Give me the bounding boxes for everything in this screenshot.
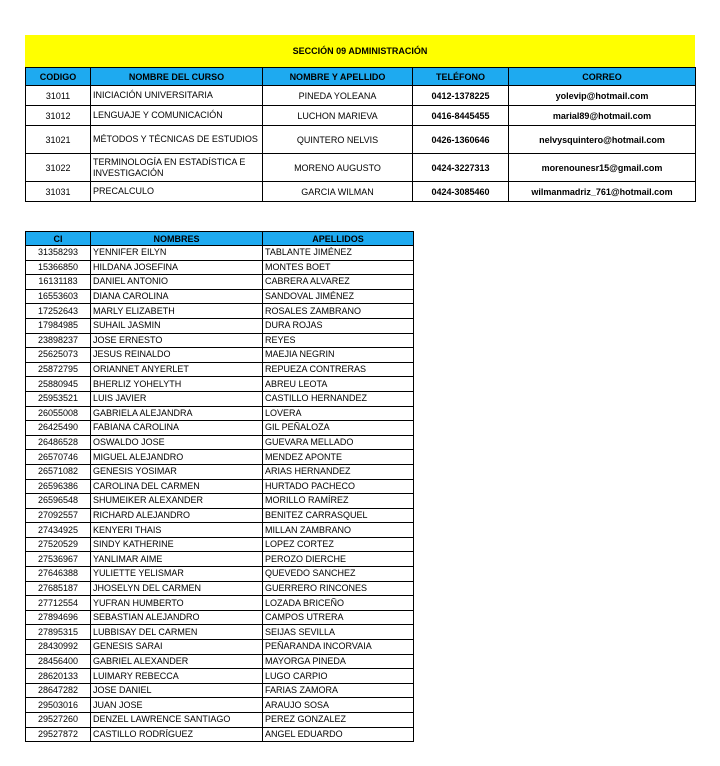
student-apellidos: PEROZO DIERCHE <box>263 552 414 567</box>
student-ci: 17252643 <box>26 304 91 319</box>
course-name: MÉTODOS Y TÉCNICAS DE ESTUDIOS <box>91 126 263 154</box>
course-row <box>26 126 696 154</box>
student-nombres: YULIETTE YELISMAR <box>91 567 263 582</box>
student-row <box>26 435 414 450</box>
teacher-name: LUCHON MARIEVA <box>263 106 413 126</box>
student-row <box>26 508 414 523</box>
student-row <box>26 537 414 552</box>
student-apellidos: MORILLO RAMÍREZ <box>263 494 414 509</box>
student-nombres: FABIANA CAROLINA <box>91 421 263 436</box>
student-ci: 29527872 <box>26 727 91 742</box>
header-correo: CORREO <box>509 68 696 86</box>
teacher-email: morenounesr15@gmail.com <box>509 154 696 182</box>
student-nombres: JOSE DANIEL <box>91 683 263 698</box>
student-row <box>26 669 414 684</box>
course-code: 31021 <box>26 126 91 154</box>
student-row <box>26 450 414 465</box>
student-row <box>26 494 414 509</box>
teacher-phone: 0412-1378225 <box>413 86 509 106</box>
student-ci: 23898237 <box>26 333 91 348</box>
student-apellidos: ANGEL EDUARDO <box>263 727 414 742</box>
student-row <box>26 377 414 392</box>
student-row <box>26 289 414 304</box>
teacher-name: GARCIA WILMAN <box>263 182 413 202</box>
student-ci: 26570746 <box>26 450 91 465</box>
student-row <box>26 698 414 713</box>
courses-table <box>25 67 696 202</box>
course-row <box>26 86 696 106</box>
student-nombres: RICHARD ALEJANDRO <box>91 508 263 523</box>
student-apellidos: LUGO CARPIO <box>263 669 414 684</box>
student-row <box>26 260 414 275</box>
students-header-row <box>26 232 414 246</box>
course-name: LENGUAJE Y COMUNICACIÓN <box>91 106 263 126</box>
teacher-email: marial89@hotmail.com <box>509 106 696 126</box>
student-nombres: GABRIEL ALEXANDER <box>91 654 263 669</box>
student-ci: 25880945 <box>26 377 91 392</box>
student-row <box>26 479 414 494</box>
student-ci: 26596386 <box>26 479 91 494</box>
teacher-name: QUINTERO NELVIS <box>263 126 413 154</box>
student-apellidos: MAYORGA PINEDA <box>263 654 414 669</box>
student-ci: 27092557 <box>26 508 91 523</box>
teacher-name: PINEDA YOLEANA <box>263 86 413 106</box>
student-ci: 16553603 <box>26 289 91 304</box>
student-row <box>26 421 414 436</box>
student-row <box>26 348 414 363</box>
student-nombres: YUFRAN HUMBERTO <box>91 596 263 611</box>
student-nombres: HILDANA JOSEFINA <box>91 260 263 275</box>
student-nombres: JUAN JOSE <box>91 698 263 713</box>
student-row <box>26 727 414 742</box>
student-row <box>26 523 414 538</box>
teacher-email: wilmanmadriz_761@hotmail.com <box>509 182 696 202</box>
student-nombres: SEBASTIAN ALEJANDRO <box>91 610 263 625</box>
student-row <box>26 683 414 698</box>
student-ci: 27536967 <box>26 552 91 567</box>
student-row <box>26 596 414 611</box>
student-nombres: CAROLINA DEL CARMEN <box>91 479 263 494</box>
student-nombres: MIGUEL ALEJANDRO <box>91 450 263 465</box>
student-apellidos: FARIAS ZAMORA <box>263 683 414 698</box>
course-name: PRECALCULO <box>91 182 263 202</box>
course-row <box>26 182 696 202</box>
student-ci: 29527260 <box>26 713 91 728</box>
student-nombres: YANLIMAR AIME <box>91 552 263 567</box>
teacher-phone: 0424-3085460 <box>413 182 509 202</box>
student-row <box>26 391 414 406</box>
student-nombres: GENESIS SARAI <box>91 640 263 655</box>
teacher-phone: 0426-1360646 <box>413 126 509 154</box>
student-nombres: GABRIELA ALEJANDRA <box>91 406 263 421</box>
student-apellidos: MILLAN ZAMBRANO <box>263 523 414 538</box>
student-apellidos: ABREU LEOTA <box>263 377 414 392</box>
header-telefono: TELÉFONO <box>413 68 509 86</box>
teacher-phone: 0424-3227313 <box>413 154 509 182</box>
student-nombres: LUBBISAY DEL CARMEN <box>91 625 263 640</box>
course-code: 31031 <box>26 182 91 202</box>
student-row <box>26 640 414 655</box>
student-row <box>26 464 414 479</box>
header-apellidos: APELLIDOS <box>263 232 414 246</box>
student-nombres: CASTILLO RODRÍGUEZ <box>91 727 263 742</box>
student-apellidos: PEREZ GONZALEZ <box>263 713 414 728</box>
header-nombres: NOMBRES <box>91 232 263 246</box>
student-ci: 27434925 <box>26 523 91 538</box>
student-ci: 27685187 <box>26 581 91 596</box>
student-row <box>26 567 414 582</box>
student-nombres: DIANA CAROLINA <box>91 289 263 304</box>
student-ci: 26571082 <box>26 464 91 479</box>
section-title: SECCIÓN 09 ADMINISTRACIÓN <box>25 35 695 67</box>
student-apellidos: SEIJAS SEVILLA <box>263 625 414 640</box>
student-row <box>26 246 414 261</box>
student-ci: 27712554 <box>26 596 91 611</box>
student-ci: 26425490 <box>26 421 91 436</box>
student-ci: 28430992 <box>26 640 91 655</box>
student-apellidos: MENDEZ APONTE <box>263 450 414 465</box>
student-ci: 27894696 <box>26 610 91 625</box>
student-row <box>26 318 414 333</box>
student-ci: 28647282 <box>26 683 91 698</box>
student-apellidos: LOZADA BRICEÑO <box>263 596 414 611</box>
student-apellidos: PEÑARANDA INCORVAIA <box>263 640 414 655</box>
student-apellidos: ROSALES ZAMBRANO <box>263 304 414 319</box>
student-apellidos: CABRERA ALVAREZ <box>263 275 414 290</box>
student-ci: 29503016 <box>26 698 91 713</box>
student-ci: 28620133 <box>26 669 91 684</box>
students-table <box>25 231 414 742</box>
student-apellidos: QUEVEDO SANCHEZ <box>263 567 414 582</box>
student-row <box>26 625 414 640</box>
student-nombres: SUHAIL JASMIN <box>91 318 263 333</box>
student-apellidos: DURA ROJAS <box>263 318 414 333</box>
student-row <box>26 610 414 625</box>
student-apellidos: CAMPOS UTRERA <box>263 610 414 625</box>
header-nombre-apellido: NOMBRE Y APELLIDO <box>263 68 413 86</box>
teacher-name: MORENO AUGUSTO <box>263 154 413 182</box>
student-ci: 25953521 <box>26 391 91 406</box>
student-apellidos: HURTADO PACHECO <box>263 479 414 494</box>
courses-header-row <box>26 68 696 86</box>
student-nombres: YENNIFER EILYN <box>91 246 263 261</box>
student-ci: 31358293 <box>26 246 91 261</box>
student-apellidos: ARAUJO SOSA <box>263 698 414 713</box>
header-ci: CI <box>26 232 91 246</box>
student-nombres: DENZEL LAWRENCE SANTIAGO <box>91 713 263 728</box>
teacher-phone: 0416-8445455 <box>413 106 509 126</box>
course-code: 31022 <box>26 154 91 182</box>
student-nombres: KENYERI THAIS <box>91 523 263 538</box>
student-apellidos: ARIAS HERNANDEZ <box>263 464 414 479</box>
student-apellidos: LOPEZ CORTEZ <box>263 537 414 552</box>
teacher-email: yolevip@hotmail.com <box>509 86 696 106</box>
student-apellidos: BENITEZ CARRASQUEL <box>263 508 414 523</box>
student-apellidos: GIL PEÑALOZA <box>263 421 414 436</box>
student-nombres: OSWALDO JOSE <box>91 435 263 450</box>
student-row <box>26 406 414 421</box>
student-ci: 17984985 <box>26 318 91 333</box>
teacher-email: nelvysquintero@hotmail.com <box>509 126 696 154</box>
student-apellidos: GUEVARA MELLADO <box>263 435 414 450</box>
student-row <box>26 362 414 377</box>
course-name: TERMINOLOGÍA EN ESTADÍSTICA E INVESTIGACIÓN <box>91 154 263 182</box>
course-code: 31012 <box>26 106 91 126</box>
student-row <box>26 304 414 319</box>
student-ci: 26486528 <box>26 435 91 450</box>
student-nombres: LUIS JAVIER <box>91 391 263 406</box>
course-row <box>26 106 696 126</box>
student-ci: 27646388 <box>26 567 91 582</box>
student-nombres: ORIANNET ANYERLET <box>91 362 263 377</box>
student-row <box>26 333 414 348</box>
student-row <box>26 581 414 596</box>
student-apellidos: TABLANTE JIMÉNEZ <box>263 246 414 261</box>
student-row <box>26 552 414 567</box>
course-name: INICIACIÓN UNIVERSITARIA <box>91 86 263 106</box>
student-nombres: JOSE ERNESTO <box>91 333 263 348</box>
course-code: 31011 <box>26 86 91 106</box>
student-nombres: LUIMARY REBECCA <box>91 669 263 684</box>
student-ci: 27895315 <box>26 625 91 640</box>
student-nombres: BHERLIZ YOHELYTH <box>91 377 263 392</box>
student-nombres: JHOSELYN DEL CARMEN <box>91 581 263 596</box>
student-nombres: SHUMEIKER ALEXANDER <box>91 494 263 509</box>
student-nombres: GENESIS YOSIMAR <box>91 464 263 479</box>
student-nombres: DANIEL ANTONIO <box>91 275 263 290</box>
student-apellidos: CASTILLO HERNANDEZ <box>263 391 414 406</box>
student-apellidos: REYES <box>263 333 414 348</box>
student-apellidos: LOVERA <box>263 406 414 421</box>
student-row <box>26 275 414 290</box>
student-ci: 25625073 <box>26 348 91 363</box>
students-body <box>26 246 414 742</box>
header-codigo: CODIGO <box>26 68 91 86</box>
student-ci: 28456400 <box>26 654 91 669</box>
student-apellidos: REPUEZA CONTRERAS <box>263 362 414 377</box>
student-nombres: SINDY KATHERINE <box>91 537 263 552</box>
student-nombres: MARLY ELIZABETH <box>91 304 263 319</box>
student-apellidos: SANDOVAL JIMÉNEZ <box>263 289 414 304</box>
student-row <box>26 654 414 669</box>
student-apellidos: MONTES BOET <box>263 260 414 275</box>
student-row <box>26 713 414 728</box>
student-nombres: JESUS REINALDO <box>91 348 263 363</box>
header-nombre-curso: NOMBRE DEL CURSO <box>91 68 263 86</box>
student-apellidos: MAEJIA NEGRIN <box>263 348 414 363</box>
student-ci: 26596548 <box>26 494 91 509</box>
student-apellidos: GUERRERO RINCONES <box>263 581 414 596</box>
student-ci: 15366850 <box>26 260 91 275</box>
course-row <box>26 154 696 182</box>
student-ci: 16131183 <box>26 275 91 290</box>
student-ci: 27520529 <box>26 537 91 552</box>
student-ci: 26055008 <box>26 406 91 421</box>
student-ci: 25872795 <box>26 362 91 377</box>
